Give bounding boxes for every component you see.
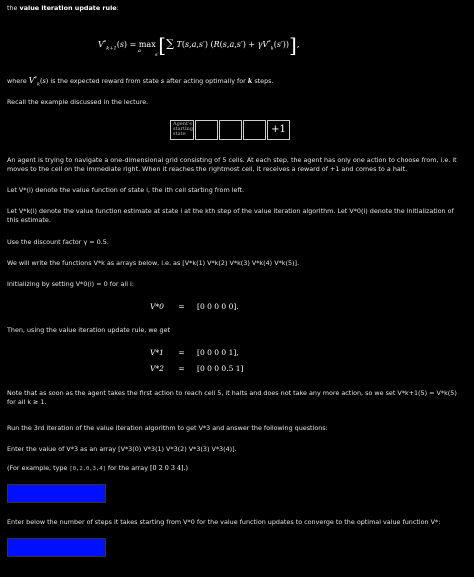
recall-line: Recall the example discussed in the lecture. bbox=[7, 98, 149, 106]
grid-cell-3 bbox=[219, 120, 242, 140]
q2-line: Enter below the number of steps it takes starting from V*0 for the value function updates to converge to the optimal value function V*: bbox=[7, 518, 441, 526]
rule-title: value iteration update rule bbox=[19, 4, 117, 12]
grid-cell-1: Agent's starting state bbox=[170, 120, 194, 140]
run-line: Run the 3rd iteration of the value iteration algorithm to get V*3 and answer the following questions: bbox=[7, 424, 328, 432]
grid-cell-2 bbox=[195, 120, 218, 140]
discount-line: Use the discount factor γ = 0.5. bbox=[7, 238, 109, 246]
vstar-paragraph: Let V*(i) denote the value function of state i, the ith cell starting from left. bbox=[7, 186, 245, 194]
example-line: (For example, type [0,2,0,3,4] for the array [0 2 0 3 4].) bbox=[7, 464, 189, 472]
intro-line: the value iteration update rule: bbox=[7, 4, 119, 12]
init-line: Initializing by setting V*0(i) = 0 for all i: bbox=[7, 280, 134, 288]
grid-cell-5: +1 bbox=[267, 120, 290, 140]
sum-subscript: s′ bbox=[155, 52, 159, 58]
vk-paragraph: Let V*k(i) denote the value function estimate at state i at the kth step of the value iteration algorithm. Let V*0(i) denote the initialization of this estimate. bbox=[7, 207, 454, 224]
v3-answer-input[interactable] bbox=[7, 484, 106, 503]
agent-paragraph: An agent is trying to navigate a one-dimensional grid consisting of 5 cells. At each step, the agent has only one action to choose from, i.e. it moves to the cell on the immediate right. When it reaches the rightmost cell, it receives a reward of +1 and comes to a halt. bbox=[7, 156, 457, 173]
where-line: where $V^*_k(s)$ is the expected reward from state s after acting optimally for k steps. bbox=[7, 76, 274, 88]
then-line: Then, using the value iteration update rule, we get bbox=[7, 326, 171, 334]
cell-grid bbox=[170, 120, 291, 140]
q1-line: Enter the value of V*3 as an array [V*3(0) V*3(1) V*3(2) V*3(3) V*3(4)]. bbox=[7, 445, 237, 453]
update-equation: $V^*_{k+1}(s) = \max$ [∑ T(s,a,s′) $(R(s,a,s') + \gamma V^*_k(s'))$], bbox=[98, 33, 300, 57]
steps-answer-input[interactable] bbox=[7, 538, 106, 557]
arrays-line: We will write the functions V*k as arrays below, i.e. as [V*k(1) V*k(2) V*k(3) V*k(4) V*k(5)]. bbox=[7, 259, 300, 267]
grid-cell-4 bbox=[243, 120, 266, 140]
max-subscript: a bbox=[138, 48, 141, 54]
note-paragraph: Note that as soon as the agent takes the first action to reach cell 5, it halts and does not take any more action, so we set V*k+1(5) = V*k(5) for all k ≥ 1. bbox=[7, 389, 457, 406]
v1-matrix: V*1 = [0 0 0 0 1], bbox=[150, 348, 239, 357]
v0-matrix: V*0 = [0 0 0 0 0]. bbox=[150, 302, 239, 311]
v2-matrix: V*2 = [0 0 0 0.5 1] bbox=[150, 364, 244, 373]
